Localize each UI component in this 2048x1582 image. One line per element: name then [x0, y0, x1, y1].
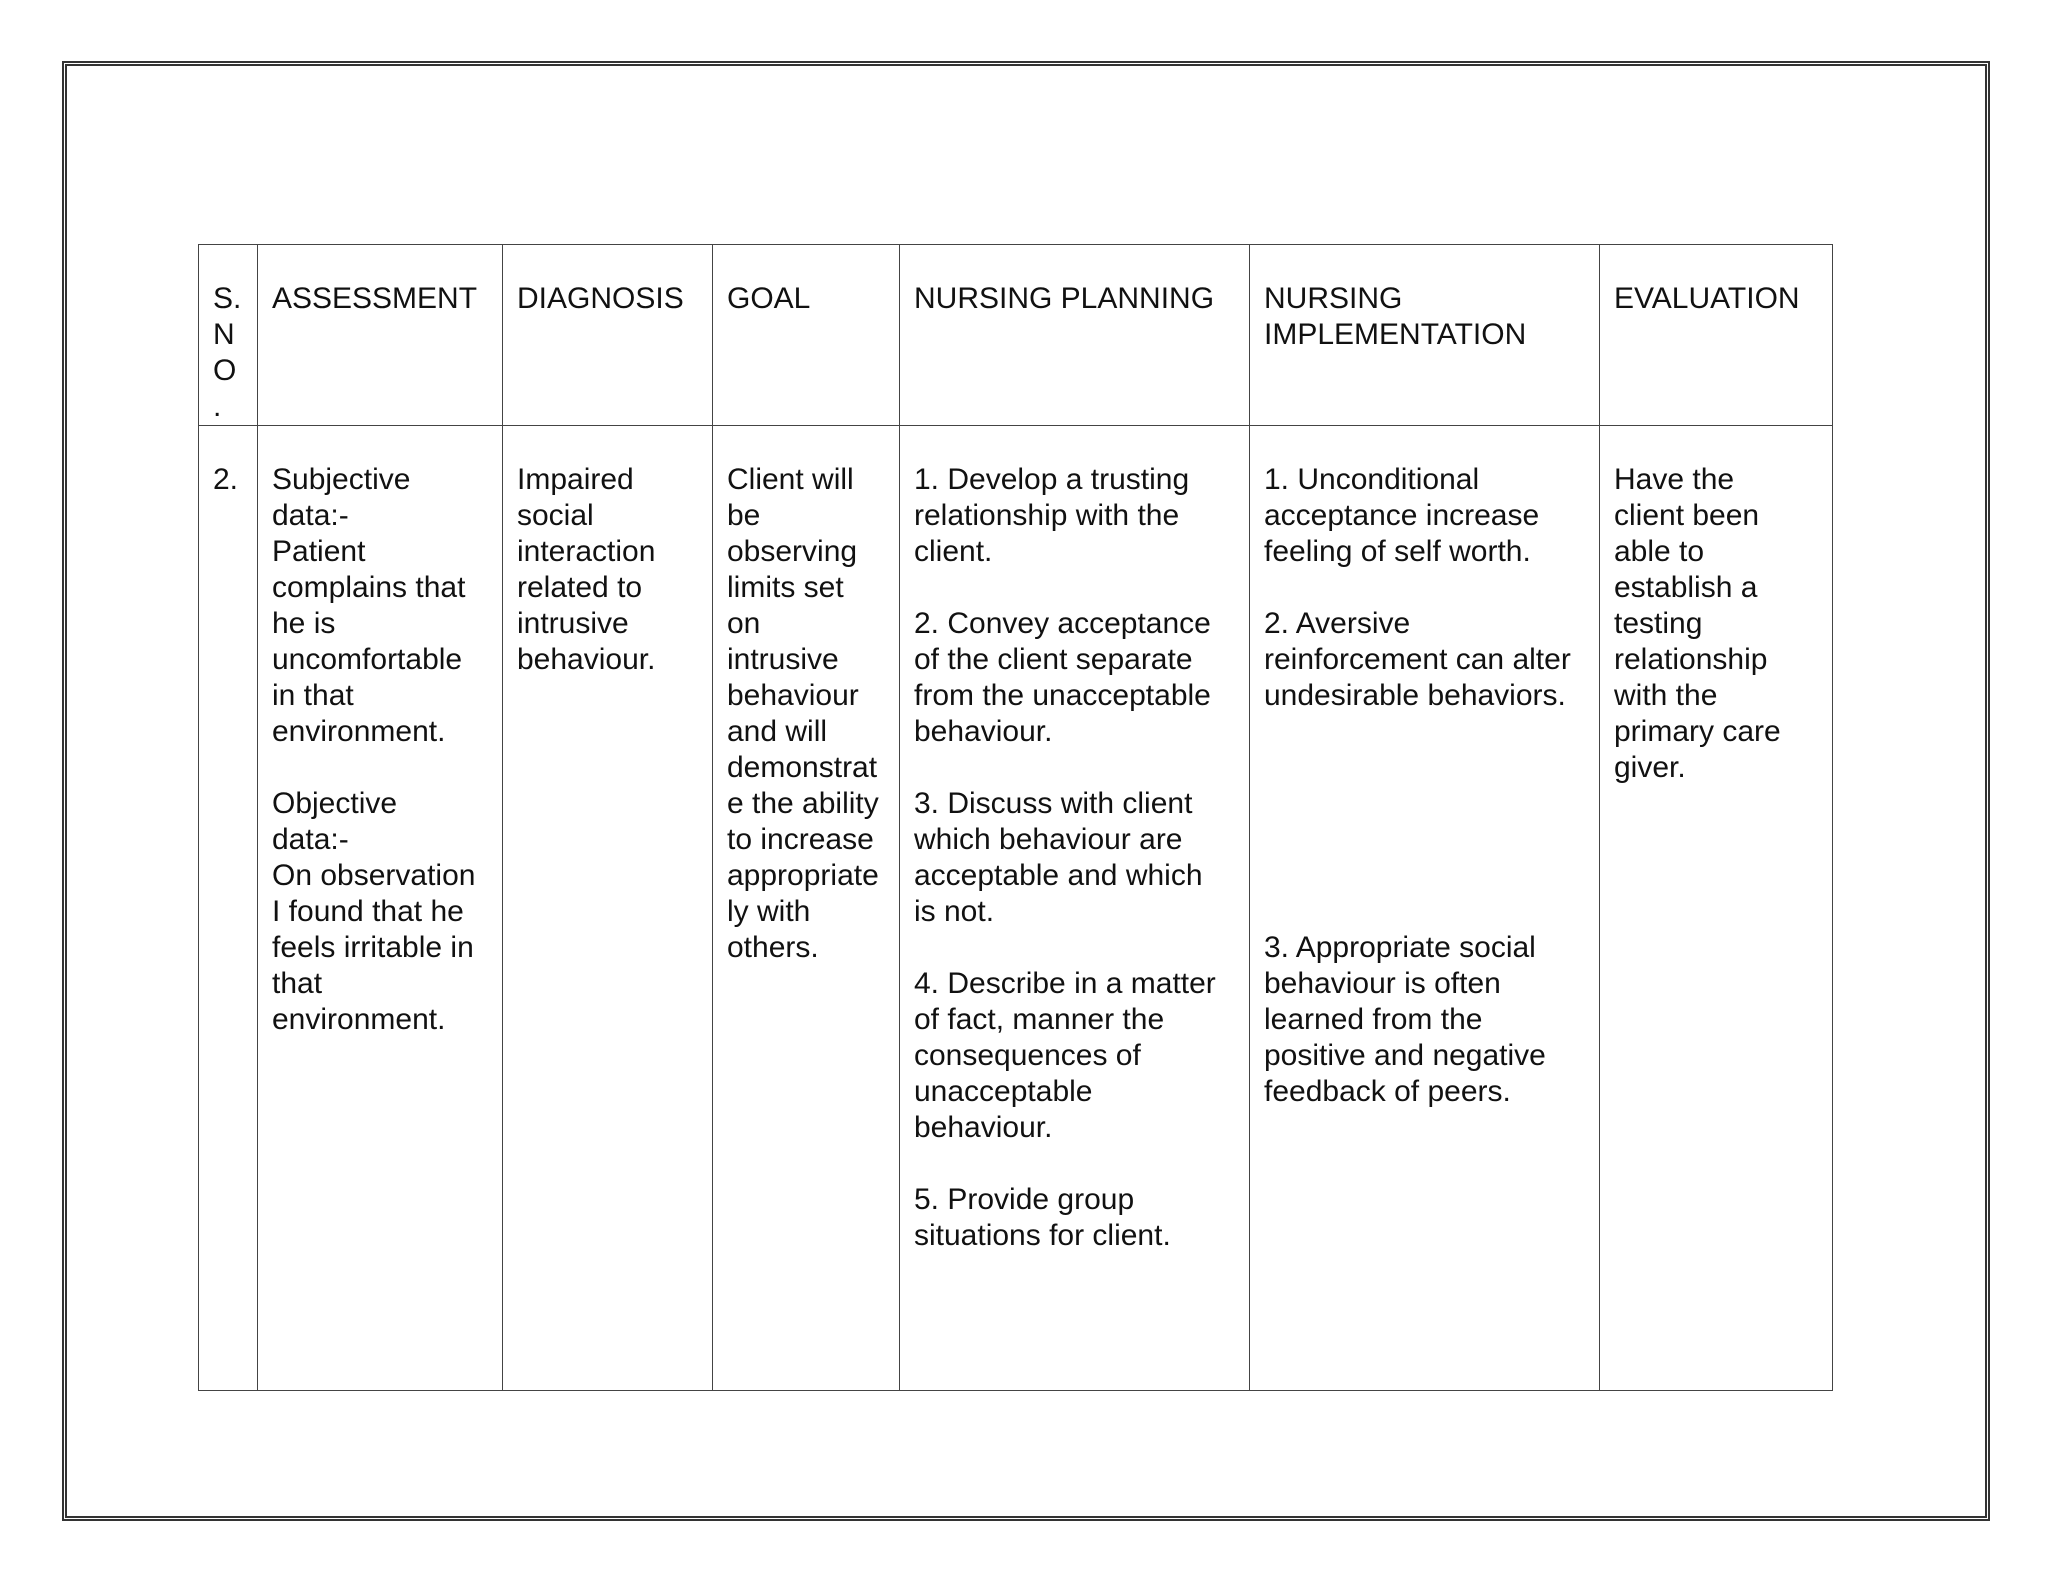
- nursing-care-plan-table: [198, 244, 1833, 1391]
- cell-assessment: Subjective data:- Patient complains that he is uncomfortable in that environment. Objective data:- On observation I found that he feels irritable in that environment.: [258, 426, 503, 1391]
- header-nursing-planning: NURSING PLANNING: [900, 245, 1250, 426]
- header-assessment: ASSESSMENT: [258, 245, 503, 426]
- header-goal: GOAL: [713, 245, 900, 426]
- header-sno: S. N O .: [199, 245, 258, 426]
- table-header-row: [199, 245, 1833, 426]
- header-nursing-implementation: NURSING IMPLEMENTATION: [1250, 245, 1600, 426]
- cell-nursing-implementation: 1. Unconditional acceptance increase feeling of self worth. 2. Aversive reinforcement can alter undesirable behaviors. 3. Appropriate social behaviour is often learned from the positive and negative feedback of peers.: [1250, 426, 1600, 1391]
- cell-diagnosis: Impaired social interaction related to intrusive behaviour.: [503, 426, 713, 1391]
- header-diagnosis: DIAGNOSIS: [503, 245, 713, 426]
- cell-goal: Client will be observing limits set on intrusive behaviour and will demonstrat e the ability to increase appropriate ly with others.: [713, 426, 900, 1391]
- cell-evaluation: Have the client been able to establish a testing relationship with the primary care giver.: [1600, 426, 1833, 1391]
- table-row: [199, 426, 1833, 1391]
- cell-nursing-planning: 1. Develop a trusting relationship with the client. 2. Convey acceptance of the client separate from the unacceptable behaviour. 3. Discuss with client which behaviour are acceptable and which is not. 4. Describe in a matter of fact, manner the consequences of unacceptable behaviour. 5. Provide group situations for client.: [900, 426, 1250, 1391]
- header-evaluation: EVALUATION: [1600, 245, 1833, 426]
- cell-sno: 2.: [199, 426, 258, 1391]
